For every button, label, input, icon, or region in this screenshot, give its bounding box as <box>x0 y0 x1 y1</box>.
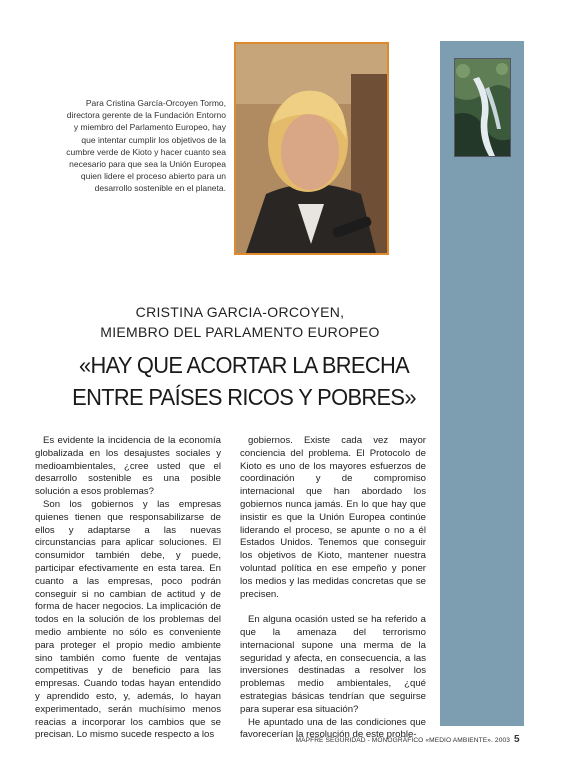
headline <box>71 349 417 413</box>
body-column-1 <box>35 435 221 742</box>
headline-line-2: ENTRE PAÍSES RICOS Y POBRES» <box>72 384 416 410</box>
page-footer: MAPFRE SEGURIDAD - MONOGRÁFICO «MEDIO AMBIENTE». 2003 <box>295 737 510 744</box>
interviewee-name <box>60 302 420 342</box>
headline-line-1: «HAY QUE ACORTAR LA BRECHA <box>78 352 410 378</box>
interview-answer-continued: gobiernos. Existe cada vez mayor conciencia del problema. El Protocolo de Kioto es uno de los mayores esfuerzos de coordinación y de compromiso internacional que han abordado los gobiernos nunca jamás. En lo que hay que insistir es que la Unión Europea continúe liderando el proceso, se apunte o no a él Estados Unidos. Tenemos que conseguir los objetivos de Kioto, mantener nuestra voluntad política en ese empeño y poner los medios y las medidas concretas que se precisen. <box>240 435 426 600</box>
portrait-photo <box>234 42 389 255</box>
interview-question: Es evidente la incidencia de la economía globalizada en los desajustes sociales y medioambientales, ¿cree usted que el desarrollo sostenible es una posible solución a esos problemas? <box>35 435 221 498</box>
interviewee-role-line: MIEMBRO DEL PARLAMENTO EUROPEO <box>100 324 380 340</box>
interview-answer: Son los gobiernos y las empresas quienes tienen que responsabilizarse de ellos y adaptarse a las nuevas circunstancias para aplicar soluciones. El consumidor también debe, y puede, participar efectivamente en esta tarea. En cuanto a las empresas, poco podrán conseguir si no cambian de actitud y de forma de hacer negocios. La implicación de todos en la solución de los problemas del medio ambiente no sólo es conveniente para proteger el propio medio ambiente sino también como fuente de ventajas competitivas y de beneficio para las empresas. Cuando todas hayan entendido y aprendido esto, y, además, lo hayan experimentado, serán muchísimo menos reacias a incorporar los cambios que se precisan. Lo mismo sucede respecto a los <box>35 498 221 741</box>
interview-question: En alguna ocasión usted se ha referido a que la amenaza del terrorismo internacional supone una merma de la seguridad y afecta, en consecuencia, a las inversiones destinadas a resolver los problemas medio ambientales, ¿qué estrategias básicas tendrían que seguirse para superar esa situación? <box>240 614 426 715</box>
interview-answer: He apuntado una de las condiciones que favorecerían la resolución de este proble- <box>240 716 426 741</box>
photo-caption: Para Cristina García-Orcoyen Tormo, directora gerente de la Fundación Entorno y miembro del Parlamento Europeo, hay que intentar cumplir los objetivos de la cumbre verde de Kioto y hacer cuanto sea necesario para que sea la Unión Europea quien lidere el proceso abierto para un desarrollo sostenible en el planeta. <box>66 98 226 194</box>
interviewee-name-line: CRISTINA GARCIA-ORCOYEN, <box>135 304 345 320</box>
waterfall-photo <box>454 58 511 157</box>
page-number: 5 <box>514 734 520 745</box>
body-column-2 <box>240 435 426 742</box>
